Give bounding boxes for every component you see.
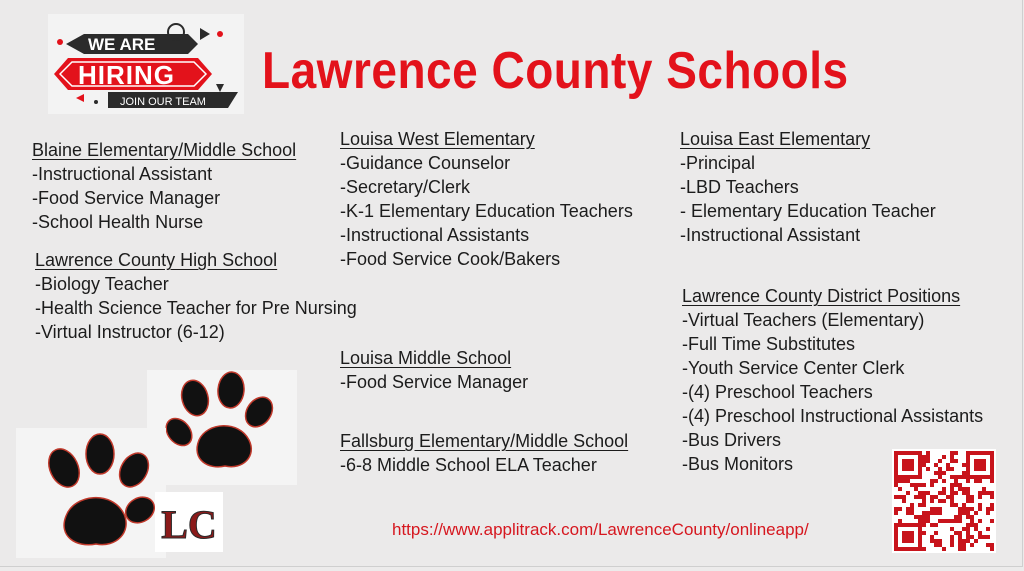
position-item: -Virtual Teachers (Elementary)	[682, 310, 925, 330]
position-item: -Food Service Manager	[340, 372, 529, 392]
position-item: -Youth Service Center Clerk	[682, 358, 905, 378]
badge-line2: HIRING	[78, 60, 175, 90]
position-item: -(4) Preschool Instructional Assistants	[682, 406, 984, 426]
position-item: -Virtual Instructor (6-12)	[35, 322, 225, 342]
school-louisa-west	[340, 127, 633, 271]
school-heading: Blaine Elementary/Middle School	[32, 140, 297, 160]
position-item: -Full Time Substitutes	[682, 334, 856, 354]
position-item: -Bus Drivers	[682, 430, 782, 450]
position-item: -Instructional Assistant	[32, 164, 213, 184]
page-title: Lawrence County Schools	[262, 41, 849, 100]
position-item: - Elementary Education Teacher	[680, 201, 936, 221]
position-item: -Instructional Assistant	[680, 225, 861, 245]
position-item: -LBD Teachers	[680, 177, 799, 197]
position-item: -Food Service Cook/Bakers	[340, 249, 561, 269]
lc-logo	[155, 492, 223, 552]
position-item: -Food Service Manager	[32, 188, 221, 208]
position-item: -Secretary/Clerk	[340, 177, 471, 197]
school-louisa-east	[680, 127, 936, 247]
paw-print-icon	[16, 428, 166, 558]
hiring-badge	[48, 14, 244, 114]
position-item: -Guidance Counselor	[340, 153, 511, 173]
position-item: -School Health Nurse	[32, 212, 204, 232]
school-heading: Louisa Middle School	[340, 348, 512, 368]
position-item: -Principal	[680, 153, 756, 173]
position-item: -Bus Monitors	[682, 454, 794, 474]
badge-line3: JOIN OUR TEAM	[120, 96, 206, 108]
badge-line1: WE ARE	[88, 35, 156, 54]
apply-url-link[interactable]: https://www.applitrack.com/LawrenceCounty/onlineapp/	[392, 520, 809, 539]
position-item: -Instructional Assistants	[340, 225, 530, 245]
school-heading: Lawrence County High School	[35, 250, 278, 270]
school-heading: Lawrence County District Positions	[682, 286, 961, 306]
district-positions	[682, 284, 983, 476]
position-item: -K-1 Elementary Education Teachers	[340, 201, 633, 221]
school-heading: Fallsburg Elementary/Middle School	[340, 431, 629, 451]
position-item: -6-8 Middle School ELA Teacher	[340, 455, 597, 475]
school-blaine	[32, 138, 296, 234]
school-lchs	[35, 248, 357, 344]
position-item: -Biology Teacher	[35, 274, 169, 294]
school-fallsburg	[340, 429, 628, 477]
qr-code-icon[interactable]	[892, 449, 996, 553]
school-heading: Louisa East Elementary	[680, 129, 871, 149]
position-item: -(4) Preschool Teachers	[682, 382, 873, 402]
paw-print-icon	[147, 370, 297, 485]
school-louisa-middle	[340, 346, 528, 394]
school-heading: Louisa West Elementary	[340, 129, 535, 149]
lc-logo-text: LC	[161, 502, 217, 547]
position-item: -Health Science Teacher for Pre Nursing	[35, 298, 357, 318]
